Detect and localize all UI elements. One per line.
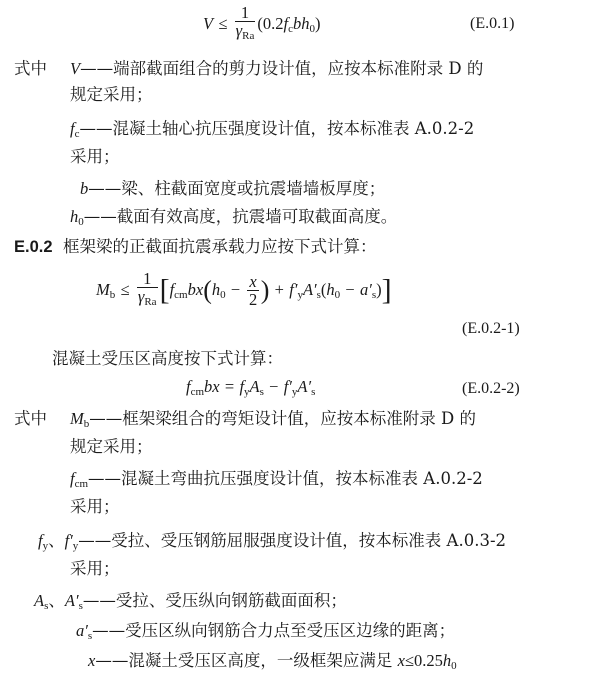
where2-x-sym: x <box>88 651 96 670</box>
eq2-a-sub: s <box>371 289 377 301</box>
eq2-as-sub: s <box>316 289 321 301</box>
where2-as-comma: 、 <box>48 591 65 610</box>
where2-fy-text: 受拉、受压钢筋屈服强度设计值，按本标准表 A.0.3-2 <box>111 531 507 550</box>
eq3-fy2: f′ <box>283 377 292 396</box>
eq2-x: x <box>249 271 257 291</box>
eq3-as-sub: s <box>259 386 264 398</box>
where2-mb-dash: —— <box>89 409 123 428</box>
eq2-lhs-sub: b <box>109 289 116 301</box>
eq2-numerator: 1 <box>137 270 158 288</box>
eq1-gamma: γ <box>235 21 243 40</box>
where2-mb-sym: M <box>70 409 84 428</box>
eq1-lhs: V <box>203 14 214 33</box>
where2-fy-line <box>38 530 506 557</box>
where2-fcm-sub: cm <box>74 478 89 490</box>
where1-fc-text: 混凝土轴心抗压强度设计值，按本标准表 A.0.2-2 <box>112 119 475 138</box>
eq2-two: 2 <box>248 289 258 309</box>
where2-fcm-text: 混凝土弯曲抗压强度设计值，按本标准表 A.0.2-2 <box>121 469 483 488</box>
compression-intro: 混凝土受压区高度按下式计算： <box>52 349 283 368</box>
where2-fy-s1: f <box>38 531 43 550</box>
eq3-f: f <box>186 377 191 396</box>
eq3-number: (E.0.2-2) <box>462 380 520 397</box>
section-number: E.0.2 <box>14 238 53 256</box>
where2-as-text: 受拉、受压纵向钢筋截面面积； <box>115 591 347 610</box>
eq2-number: (E.0.2-1) <box>462 320 520 337</box>
eq2-bx: bx <box>187 280 204 299</box>
where1-fc-line <box>70 118 474 145</box>
eq2-minus: − <box>230 280 241 299</box>
where2-fy-cont: 采用； <box>70 559 120 578</box>
where2-as-s1-sub: s <box>44 600 49 612</box>
eq2-h: h <box>211 280 221 299</box>
where2-fcm-dash: —— <box>88 469 122 488</box>
where1-fc-sym: f <box>70 119 75 138</box>
section-e-0-2 <box>14 236 377 258</box>
eq3-as2-sub: s <box>311 386 316 398</box>
where2-as-line <box>34 590 347 617</box>
eq1-close: ) <box>315 14 321 33</box>
eq3-fy2-sub: y <box>291 386 298 398</box>
eq1-numerator: 1 <box>235 4 256 22</box>
equation-e-0-2-1 <box>96 268 392 317</box>
where2-a-line <box>76 620 455 647</box>
where2-fcm-sym: f <box>70 469 75 488</box>
where1-b-sym: b <box>80 179 89 198</box>
where1-fc-sub: c <box>74 128 80 140</box>
where2-x-cond-h-sub: 0 <box>451 660 457 672</box>
eq2-gamma: γ <box>137 287 145 306</box>
eq2-h2: h <box>326 280 335 299</box>
section-text: 框架梁的正截面抗震承载力应按下式计算： <box>63 237 377 256</box>
where1-fc-dash: —— <box>79 119 113 138</box>
where2-fy-s2: f′ <box>64 531 73 550</box>
where2-as-s2-sub: s <box>78 600 83 612</box>
eq1-gamma-sub: Ra <box>242 30 255 42</box>
where2-fy-dash: —— <box>78 531 112 550</box>
eq2-left-paren: ( <box>203 275 212 305</box>
where2-mb-cont: 规定采用； <box>70 437 153 456</box>
where2-fy-s1-sub: y <box>42 540 49 552</box>
where2-x-cond-val: 0.25 <box>413 651 443 670</box>
where2-fy-comma: 、 <box>48 531 65 550</box>
eq2-fcm: f <box>169 280 175 299</box>
where1-b-dash: —— <box>88 179 122 198</box>
where1-h0-sub: 0 <box>78 216 84 228</box>
where1-b-text: 梁、柱截面宽度或抗震墙墙板厚度； <box>121 179 386 198</box>
where2-x-cond-rel: ≤ <box>404 651 414 670</box>
eq1-rel: ≤ <box>218 14 228 33</box>
eq3-fy: f <box>239 377 245 396</box>
eq3-bx: bx <box>204 377 220 396</box>
where1-v-cont: 规定采用； <box>70 85 153 104</box>
where1-h0-sym: h <box>70 207 79 226</box>
where2-x-cond-x: x <box>397 651 405 670</box>
where2-x-line <box>88 650 457 677</box>
eq2-paren-open: ( <box>320 280 327 299</box>
eq1-f-sub: c <box>288 23 294 35</box>
eq2-minus2: − <box>345 280 355 299</box>
eq2-rel: ≤ <box>120 280 130 299</box>
eq3-equals: = <box>224 377 235 396</box>
eq1-h: h <box>301 14 310 33</box>
eq2-left-bracket: [ <box>159 273 170 307</box>
eq2-paren-close: ) <box>376 280 382 299</box>
eq2-fy-sub: y <box>297 289 303 301</box>
eq1-b: b <box>293 14 302 33</box>
eq2-x-over-2 <box>247 273 258 309</box>
where2-a-text: 受压区纵向钢筋合力点至受压区边缘的距离； <box>125 621 456 640</box>
eq3-f-sub: cm <box>190 386 205 398</box>
where2-a-dash: —— <box>92 621 126 640</box>
eq2-gamma-sub: Ra <box>144 296 157 308</box>
eq2-h-sub: 0 <box>220 289 226 301</box>
where2-prefix: 式中 <box>14 409 47 428</box>
equation-e-0-1 <box>203 4 321 49</box>
where1-fc-cont: 采用； <box>70 147 120 166</box>
eq3-as2: A′ <box>297 377 312 396</box>
where2-as-s1: A <box>34 591 45 610</box>
eq2-fraction <box>137 270 158 311</box>
where1-b-line <box>80 178 385 200</box>
eq1-number: (E.0.1) <box>470 15 515 32</box>
where2-a-sub: s <box>87 630 93 642</box>
eq2-h2-sub: 0 <box>334 289 341 301</box>
where1-v-sym: V <box>70 59 81 78</box>
eq2-right-paren: ) <box>260 275 270 305</box>
where2-as-s2: A′ <box>64 591 79 610</box>
eq2-fcm-sub: cm <box>174 289 188 301</box>
where2-mb-line <box>70 408 476 435</box>
where2-mb-text: 框架梁组合的弯矩设计值，应按本标准附录 D 的 <box>122 409 476 428</box>
where1-h0-dash: —— <box>83 207 117 226</box>
where2-as-dash: —— <box>82 591 116 610</box>
where1-h0-line <box>70 206 397 233</box>
eq1-h-sub: 0 <box>309 23 316 35</box>
eq3-minus: − <box>269 377 279 396</box>
eq2-a: a′ <box>359 280 372 299</box>
where1-v-text: 端部截面组合的剪力设计值，应按本标准附录 D 的 <box>113 59 484 78</box>
where1-v-dash: —— <box>80 59 114 78</box>
where1-prefix: 式中 <box>14 59 47 78</box>
where2-fcm-line <box>70 468 483 495</box>
where1-h0-text: 截面有效高度，抗震墙可取截面高度。 <box>116 207 398 226</box>
eq2-plus: + <box>274 280 284 299</box>
eq3-fy-sub: y <box>244 386 250 398</box>
where2-x-text: 混凝土受压区高度，一级框架应满足 <box>128 651 393 670</box>
eq2-as: A′ <box>302 280 317 299</box>
eq1-f: f <box>283 14 289 33</box>
eq1-open: (0.2 <box>257 14 284 33</box>
eq2-lhs: M <box>96 280 110 299</box>
equation-e-0-2-2 <box>186 376 315 403</box>
where2-fcm-cont: 采用； <box>70 497 120 516</box>
where2-x-dash: —— <box>95 651 129 670</box>
where2-x-cond-h: h <box>442 651 452 670</box>
eq2-right-bracket: ] <box>381 273 392 307</box>
eq2-fy: f′ <box>289 280 298 299</box>
where2-a-sym: a′ <box>76 621 88 640</box>
where2-mb-sub: b <box>83 418 90 430</box>
where1-v-line <box>70 58 483 80</box>
eq1-fraction <box>235 4 256 45</box>
where2-fy-s2-sub: y <box>72 540 79 552</box>
eq3-as: A <box>249 377 260 396</box>
